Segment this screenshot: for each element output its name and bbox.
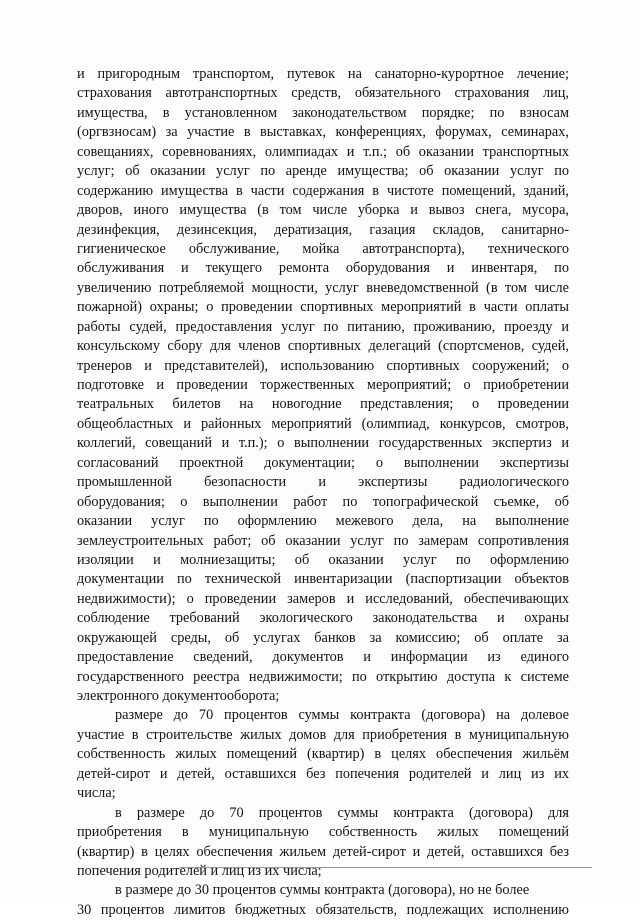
text-line: коллегий, совещаний и т.п.); о выполнении государственных экспертиз и: [77, 435, 569, 452]
text-line: промышленной безопасности и экспертизы радиологического: [77, 474, 569, 491]
text-line: приобретения в муниципальную собственность жилых помещений: [77, 824, 569, 841]
text-line: участие в строительстве жилых домов для приобретения в муниципальную: [77, 726, 569, 743]
text-line: общеобластных и районных мероприятий (олимпиад, конкурсов, смотров,: [77, 415, 569, 432]
text-line: работы судей, предоставления услуг по питанию, проживанию, проезду и: [77, 318, 569, 335]
text-line: детей-сирот и детей, оставшихся без попечения родителей и лиц из их: [77, 765, 569, 782]
footer-divider-line: [180, 867, 592, 868]
text-line: гигиеническое обслуживание, мойка автотранспорта), технического: [77, 240, 569, 257]
text-line: содержанию имущества в части содержания в чистоте помещений, зданий,: [77, 182, 569, 199]
text-line: театральных билетов на новогодние представления; о проведении: [77, 396, 569, 413]
text-line: оказании услуг по оформлению межевого дела, на выполнение: [77, 513, 569, 530]
text-line: тренеров и представителей), использованию спортивных сооружений; о: [77, 357, 569, 374]
text-line: обслуживания и текущего ремонта оборудования и инвентаря, по: [77, 260, 569, 277]
text-line: недвижимости); о проведении замеров и исследований, обеспечивающих: [77, 590, 569, 607]
text-line: и пригородным транспортом, путевок на санаторно-курортное лечение;: [77, 66, 569, 82]
document-body-text: [77, 65, 569, 920]
text-line: попечения родителей и лиц из их числа;: [77, 862, 322, 879]
text-line: собственность жилых помещений (квартир) в целях обеспечения жильём: [77, 746, 569, 763]
text-line: государственного реестра недвижимости; по открытию доступа к системе: [77, 668, 569, 685]
text-line: пожарной) охраны; о проведении спортивных мероприятий в части оплаты: [77, 299, 569, 316]
text-line: документации по технической инвентаризации (паспортизации объектов: [77, 571, 569, 588]
text-line: услуг; об оказании услуг по аренде имущества; об оказании услуг по: [77, 163, 569, 180]
text-line: электронного документооборота;: [77, 688, 280, 704]
text-line: (оргвзносам) за участие в выставках, конференциях, форумах, семинарах,: [77, 124, 569, 141]
text-line: землеустроительных работ; об оказании услуг по замерам сопротивления: [77, 532, 569, 549]
text-line: соблюдение требований экологического законодательства и охраны: [77, 610, 569, 627]
text-line: изоляции и молниезащиты; об оказании услуг по оформлению: [77, 551, 569, 568]
text-line: окружающей среды, об услугах банков за комиссию; об оплате за: [77, 629, 569, 646]
text-line: согласований проектной документации; о выполнении экспертизы: [77, 454, 569, 471]
text-line: (квартир) в целях обеспечения жильем детей-сирот и детей, оставшихся без: [77, 843, 569, 860]
text-line: страхования автотранспортных средств, обязательного страхования лиц,: [77, 85, 569, 102]
text-line: в размере до 30 процентов суммы контракта (договора), но не более: [115, 882, 530, 899]
text-line: консульскому сбору для членов спортивных делегаций (спортсменов, судей,: [77, 338, 569, 355]
text-line: числа;: [77, 785, 116, 802]
text-line: размере до 70 процентов суммы контракта (договора) на долевое: [115, 707, 569, 724]
text-line: дворов, иного имущества (в том числе уборка и вывоз снега, мусора,: [77, 202, 569, 219]
text-line: 30 процентов лимитов бюджетных обязательств, подлежащих исполнению: [77, 901, 569, 918]
text-line: оборудования; о выполнении работ по топографической съемке, об: [77, 493, 569, 510]
text-line: подготовке и проведении торжественных мероприятий; о приобретении: [77, 377, 569, 393]
text-line: увеличению потребляемой мощности, услуг вневедомственной (в том числе: [77, 279, 569, 296]
text-line: имущества, в установленном законодательством порядке; по взносам: [77, 104, 569, 121]
text-line: дезинфекция, дезинсекция, дератизация, газация складов, санитарно-: [77, 221, 569, 238]
text-line: предоставление сведений, документов и информации из единого: [77, 649, 569, 666]
text-line: совещаниях, соревнованиях, олимпиадах и т.п.; об оказании транспортных: [77, 143, 569, 160]
text-line: в размере до 70 процентов суммы контракта (договора) для: [115, 804, 569, 821]
